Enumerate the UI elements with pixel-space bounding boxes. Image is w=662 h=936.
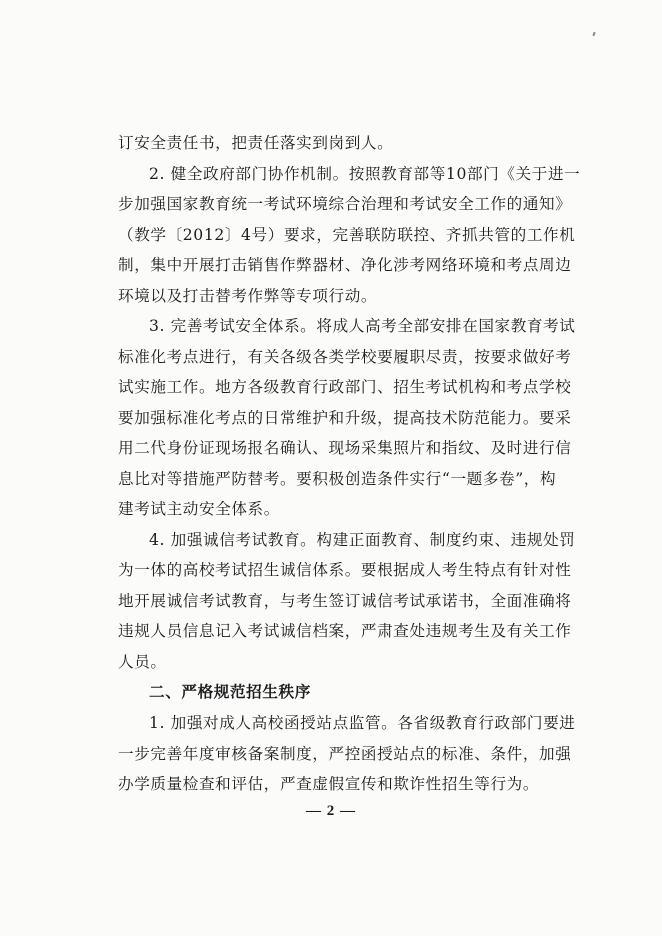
text-line: 息比对等措施严防替考。要积极创造条件实行“一题多卷”，构 xyxy=(118,469,557,488)
scan-speck xyxy=(592,32,595,36)
text-line: 3. 完善考试安全体系。将成人高考全部安排在国家教育考试 xyxy=(149,317,576,335)
text-line: 要加强标准化考点的日常维护和升级，提高技术防范能力。要采 xyxy=(118,408,572,427)
text-line: 违规人员信息记入考试诚信档案，严肃查处违规考生及有关工作 xyxy=(118,622,572,640)
text-line: 人员。 xyxy=(118,652,167,671)
text-line: 用二代身份证现场报名确认、现场采集照片和指纹、及时进行信 xyxy=(118,439,572,457)
text-line: 地开展诚信考试教育，与考生签订诚信考试承诺书，全面准确将 xyxy=(118,591,572,610)
text-line: 为一体的高校考试招生诚信体系。要根据成人考生特点有针对性 xyxy=(118,561,572,579)
text-line: 环境以及打击替考作弊等专项行动。 xyxy=(118,286,378,305)
text-line: 建考试主动安全体系。 xyxy=(118,500,280,518)
text-line: 制，集中开展打击销售作弊器材、净化涉考网络环境和考点周边 xyxy=(118,256,572,274)
page-number: — 2 — xyxy=(306,803,356,819)
text-line: 1. 加强对成人高校函授站点监管。各省级教育行政部门要进 xyxy=(149,714,576,732)
text-line: 标准化考点进行，有关各级各类学校要履职尽责，按要求做好考 xyxy=(118,347,572,366)
text-line: 2. 健全政府部门协作机制。按照教育部等10部门《关于进一 xyxy=(149,164,581,183)
section-heading: 二、严格规范招生秩序 xyxy=(149,683,311,701)
text-line: 订安全责任书，把责任落实到岗到人。 xyxy=(118,134,394,152)
text-line: （教学〔2012〕4号）要求，完善联防联控、齐抓共管的工作机 xyxy=(118,225,576,244)
text-line: 4. 加强诚信考试教育。构建正面教育、制度约束、违规处罚 xyxy=(149,530,576,549)
document-body xyxy=(118,128,581,800)
text-line: 试实施工作。地方各级教育行政部门、招生考试机构和考点学校 xyxy=(118,378,572,396)
text-line: 一步完善年度审核备案制度，严控函授站点的标准、条件，加强 xyxy=(118,744,572,763)
text-line: 办学质量检查和评估，严查虚假宣传和欺诈性招生等行为。 xyxy=(118,775,540,793)
text-line: 步加强国家教育统一考试环境综合治理和考试安全工作的通知》 xyxy=(118,195,572,213)
